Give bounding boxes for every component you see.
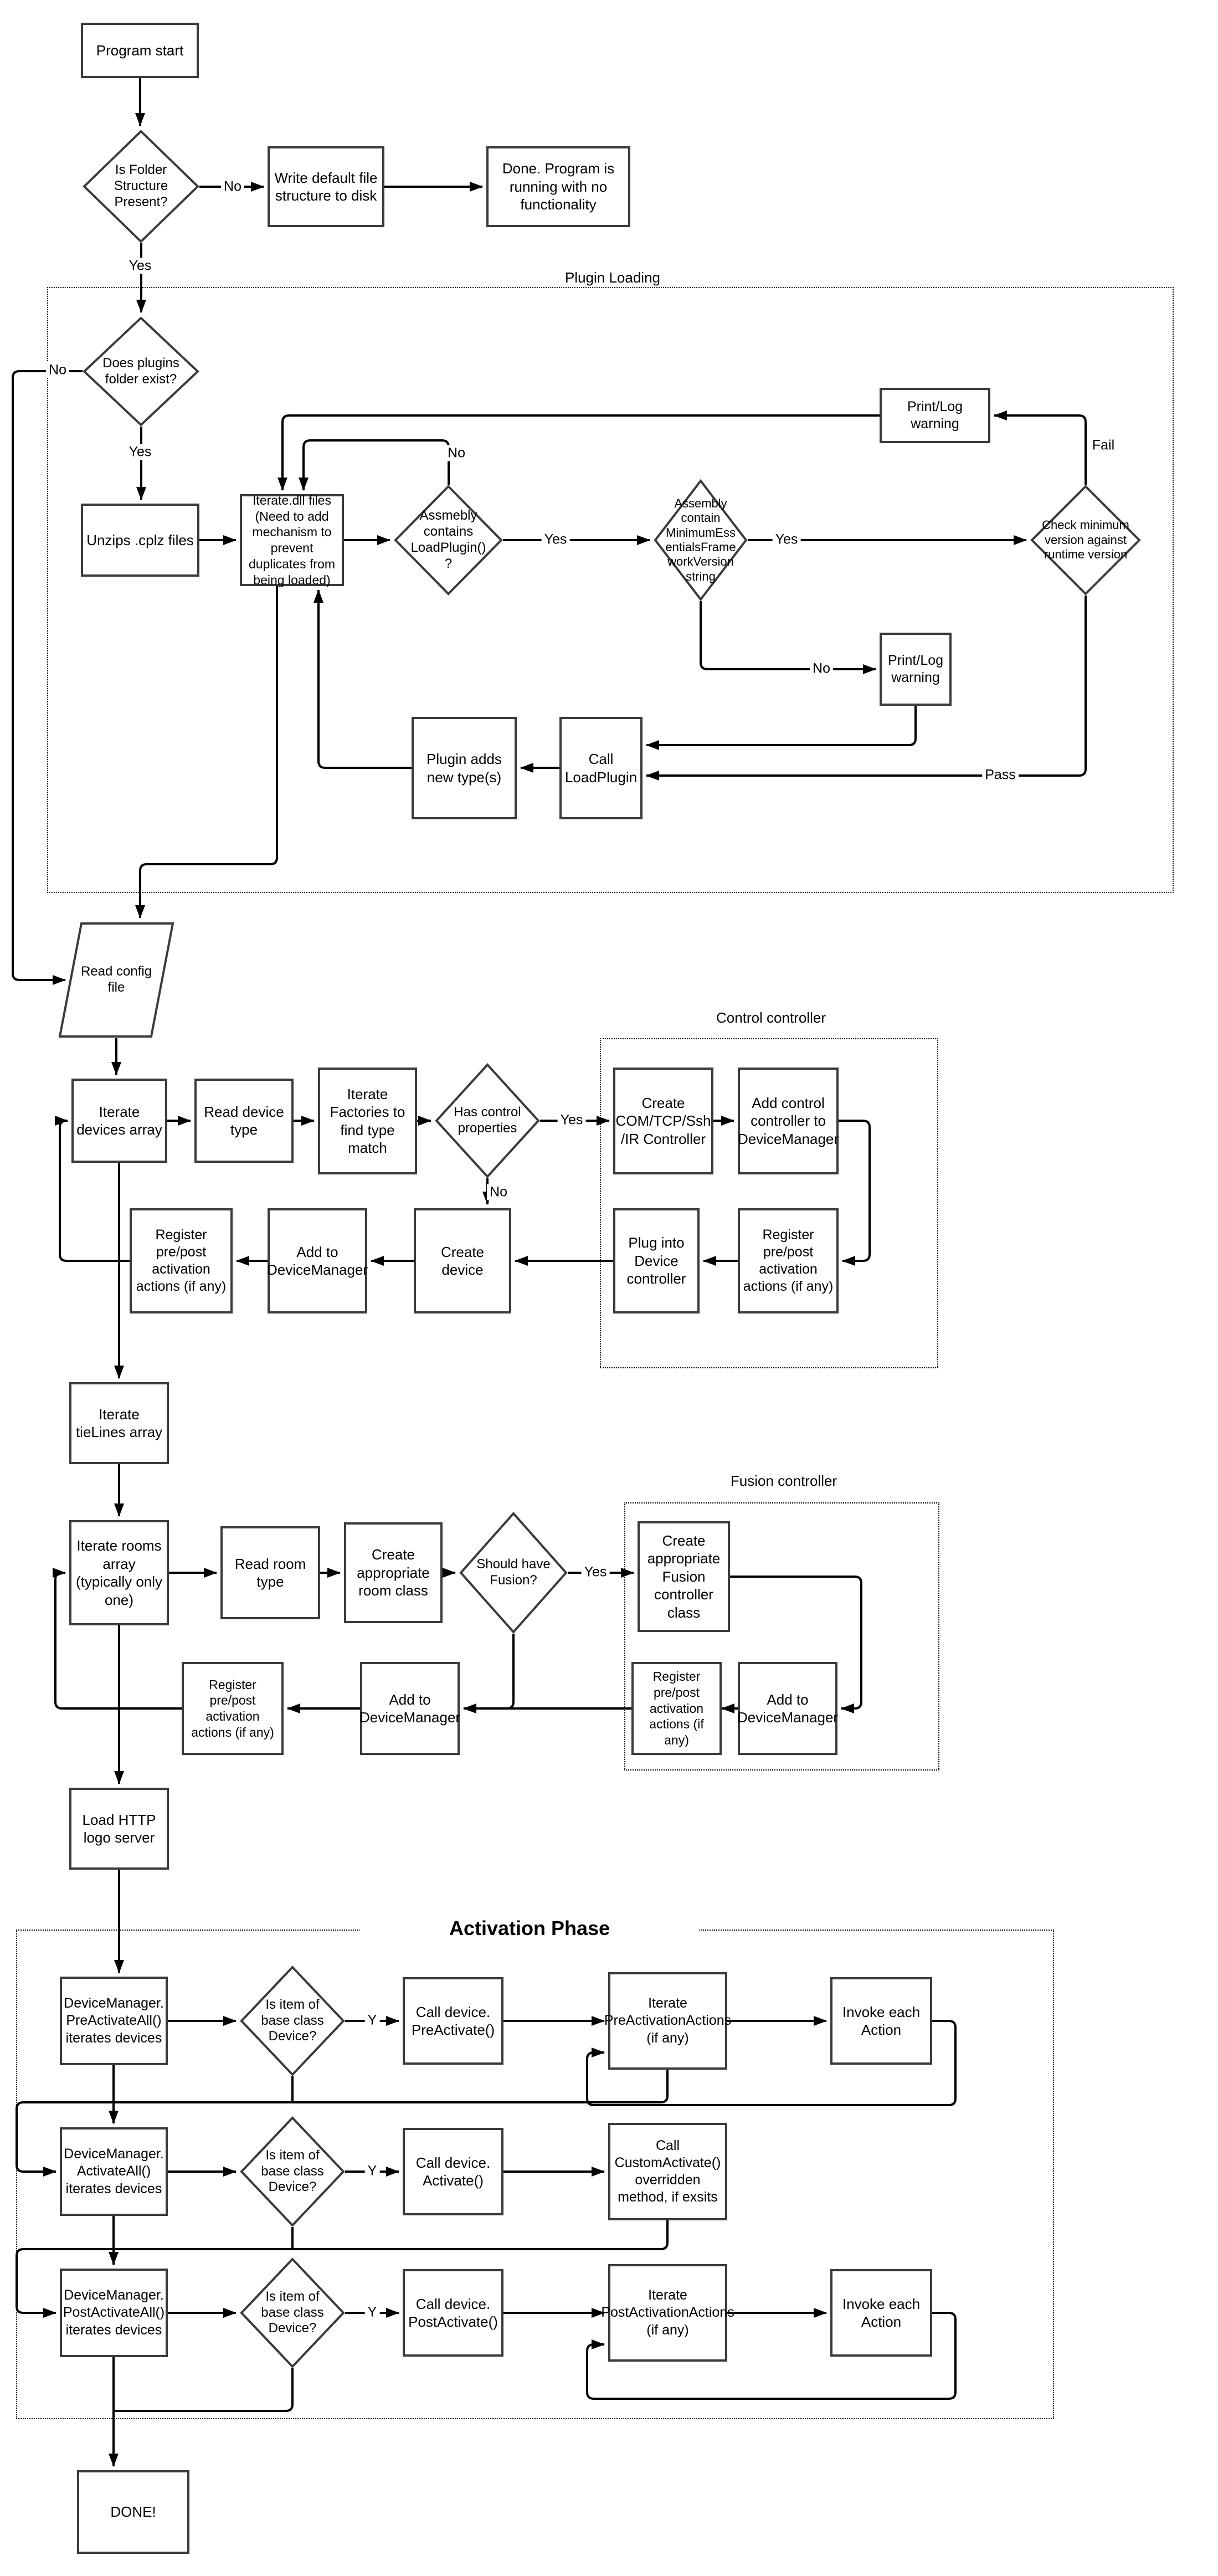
node-label: DeviceManager. ActivateAll() iterates devices bbox=[64, 2146, 164, 2197]
decision-is-base-device-3 bbox=[240, 2257, 345, 2368]
group-label-control-controller: Control controller bbox=[685, 1009, 857, 1027]
node-label: Is Folder Structure Present? bbox=[114, 162, 168, 209]
node-add-control-to-dm bbox=[738, 1068, 839, 1174]
edge-label-no-loadplugin: No bbox=[445, 445, 468, 461]
decision-check-min-version bbox=[1030, 485, 1141, 596]
node-label: Should have Fusion? bbox=[476, 1557, 551, 1588]
node-plugin-adds-types bbox=[412, 717, 517, 819]
node-label: Call CustomActivate() overridden method, if exsits bbox=[614, 2137, 721, 2205]
node-iterate-tielines bbox=[69, 1382, 169, 1464]
node-label: Is item of base class Device? bbox=[261, 2147, 324, 2195]
node-read-room-type bbox=[220, 1526, 320, 1619]
group-label-activation-phase: Activation Phase bbox=[360, 1917, 699, 1940]
decision-assembly-loadplugin bbox=[394, 485, 503, 596]
node-create-device bbox=[414, 1208, 511, 1313]
edge-label-yes-loadplugin: Yes bbox=[542, 532, 570, 548]
node-create-room-class bbox=[344, 1522, 443, 1623]
node-register-fusion-actions bbox=[631, 1662, 722, 1755]
node-register-ctrl-actions bbox=[738, 1208, 839, 1313]
edge-label-no-folder: No bbox=[221, 179, 244, 195]
node-program-start bbox=[81, 23, 199, 78]
node-label: Iterate PostActivationActions (if any) bbox=[601, 2287, 734, 2338]
edge-label-y1: Y bbox=[365, 2013, 380, 2029]
node-iterate-postactivationactions bbox=[601, 2264, 734, 2362]
node-plug-into-device bbox=[613, 1208, 700, 1313]
node-iterate-devices bbox=[71, 1079, 167, 1163]
node-label: Create COM/TCP/Ssh /IR Controller bbox=[615, 1094, 711, 1147]
node-dm-postactivateall bbox=[60, 2269, 168, 2357]
node-add-device-to-dm bbox=[268, 1208, 367, 1313]
node-iterate-preactivationactions bbox=[604, 1972, 732, 2070]
node-read-device-type bbox=[194, 1079, 294, 1163]
io-read-config-file bbox=[58, 922, 174, 1038]
decision-folder-structure bbox=[83, 130, 199, 243]
node-call-preactivate bbox=[403, 1977, 503, 2065]
node-label: Unzips .cplz files bbox=[86, 531, 194, 548]
node-dm-activateall bbox=[60, 2127, 168, 2216]
node-label: Register pre/post activation actions (if any) bbox=[136, 1227, 227, 1295]
node-label: Add to DeviceManager bbox=[737, 1691, 839, 1726]
node-label: Load HTTP logo server bbox=[82, 1811, 156, 1846]
node-label: Read room type bbox=[234, 1555, 306, 1590]
edge-label-yes-minver: Yes bbox=[773, 532, 801, 548]
node-write-default bbox=[268, 146, 384, 227]
node-iterate-rooms bbox=[69, 1520, 169, 1625]
node-load-http-logo-server bbox=[69, 1788, 169, 1870]
edge-label-pass: Pass bbox=[982, 767, 1019, 783]
node-call-customactivate bbox=[608, 2123, 727, 2220]
node-label: Plugin adds new type(s) bbox=[426, 751, 502, 786]
node-label: Add to DeviceManager bbox=[266, 1243, 368, 1278]
node-label: Read device type bbox=[204, 1103, 284, 1138]
decision-assembly-minver bbox=[654, 479, 748, 601]
node-print-log-warning-bottom bbox=[880, 633, 952, 706]
node-label: Create appropriate Fusion controller class bbox=[647, 1532, 721, 1621]
node-invoke-each-action-2 bbox=[830, 2269, 932, 2357]
node-label: Program start bbox=[96, 42, 184, 59]
node-label: Call LoadPlugin bbox=[564, 751, 638, 786]
node-label: Call device. PreActivate() bbox=[411, 2003, 495, 2038]
decision-should-have-fusion bbox=[459, 1512, 568, 1634]
node-done-final bbox=[77, 2470, 189, 2554]
node-label: Assembly contain MinimumEssentialsFrameworkVersion string bbox=[665, 496, 736, 583]
node-label: Register pre/post activation actions (if any) bbox=[649, 1669, 704, 1748]
node-label: Call device. PostActivate() bbox=[408, 2295, 498, 2330]
node-label: Is item of base class Device? bbox=[261, 2288, 324, 2336]
node-call-activate bbox=[403, 2128, 503, 2215]
node-label: Plug into Device controller bbox=[626, 1234, 686, 1287]
node-call-loadplugin bbox=[559, 717, 643, 819]
node-label: Create appropriate room class bbox=[357, 1546, 430, 1599]
node-label: Register pre/post activation actions (if any) bbox=[191, 1677, 274, 1739]
node-register-device-actions bbox=[130, 1208, 233, 1313]
node-done-no-functionality bbox=[486, 146, 630, 227]
edge-label-yes-folder: Yes bbox=[126, 258, 155, 274]
node-dm-preactivateall bbox=[60, 1977, 168, 2065]
node-create-com-controller bbox=[613, 1068, 713, 1174]
node-label: Is item of base class Device? bbox=[261, 1997, 324, 2044]
edge-label-y2: Y bbox=[365, 2163, 380, 2179]
node-label: Iterate Factories to find type match bbox=[330, 1085, 405, 1156]
node-register-room-actions bbox=[182, 1662, 284, 1755]
node-invoke-each-action-1 bbox=[830, 1977, 932, 2065]
node-label: Create device bbox=[440, 1243, 485, 1278]
node-label: Iterate tieLines array bbox=[75, 1405, 163, 1440]
node-label: Print/Log warning bbox=[887, 652, 944, 685]
node-label: Print/Log warning bbox=[907, 398, 963, 432]
node-label: Add control controller to DeviceManager bbox=[737, 1094, 839, 1147]
node-label: Done. Program is running with no functionality bbox=[502, 160, 615, 213]
edge bbox=[498, 1634, 513, 1708]
node-label: Call device. Activate() bbox=[415, 2154, 491, 2189]
node-label: Add to DeviceManager bbox=[359, 1691, 461, 1726]
node-label: DONE! bbox=[110, 2503, 156, 2521]
node-label: Read config file bbox=[80, 964, 152, 995]
node-create-fusion-controller bbox=[638, 1521, 730, 1632]
edge-label-yes-fusion: Yes bbox=[582, 1564, 610, 1581]
node-add-room-to-dm bbox=[360, 1662, 460, 1755]
node-label: Check minimum version against runtime version bbox=[1042, 518, 1129, 562]
node-label: Assmebly contains LoadPlugin()? bbox=[410, 508, 486, 571]
node-add-fusion-to-dm bbox=[738, 1662, 837, 1755]
node-label: Iterate PreActivationActions (if any) bbox=[604, 1995, 732, 2046]
edge-label-fail: Fail bbox=[1089, 438, 1117, 454]
node-label: Has control properties bbox=[454, 1105, 521, 1136]
node-label: Iterate devices array bbox=[76, 1103, 162, 1138]
group-label-plugin-loading: Plugin Loading bbox=[526, 269, 699, 286]
node-label: DeviceManager. PreActivateAll() iterates devices bbox=[64, 1995, 164, 2046]
node-label: Write default file structure to disk bbox=[274, 169, 378, 204]
node-iterate-dll bbox=[240, 494, 344, 586]
decision-plugins-folder bbox=[83, 316, 199, 427]
node-label: Iterate.dll files (Need to add mechanism to prevent duplicates from being loaded) bbox=[249, 492, 335, 587]
decision-is-base-device-2 bbox=[240, 2116, 345, 2227]
node-label: DeviceManager. PostActivateAll() iterates devices bbox=[63, 2287, 165, 2338]
node-call-postactivate bbox=[403, 2269, 503, 2357]
node-label: Does plugins folder exist? bbox=[102, 355, 179, 387]
node-label: Invoke each Action bbox=[842, 2295, 921, 2330]
node-label: Register pre/post activation actions (if any) bbox=[743, 1227, 834, 1295]
node-label: Iterate rooms array (typically only one) bbox=[75, 1537, 163, 1608]
edge-label-y3: Y bbox=[365, 2305, 380, 2321]
group-label-fusion-controller: Fusion controller bbox=[697, 1472, 870, 1490]
decision-is-base-device-1 bbox=[240, 1966, 345, 2076]
node-print-log-warning-top bbox=[880, 388, 990, 443]
edge-label-yes-control: Yes bbox=[558, 1112, 586, 1128]
edge-label-yes-plugins: Yes bbox=[126, 444, 155, 460]
node-label: Invoke each Action bbox=[842, 2003, 921, 2038]
node-iterate-factories bbox=[318, 1068, 417, 1174]
edge-label-no-minver: No bbox=[810, 661, 833, 677]
edge-label-no-plugins: No bbox=[46, 362, 69, 378]
node-unzips-cplz bbox=[81, 504, 199, 577]
edge-label-no-control: No bbox=[487, 1184, 510, 1200]
decision-has-control-properties bbox=[435, 1063, 540, 1178]
